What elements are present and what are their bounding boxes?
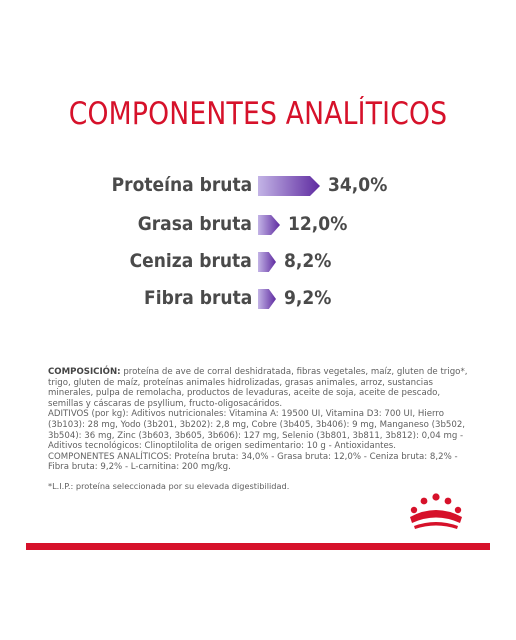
category-label: Proteína bruta (111, 174, 252, 196)
page-title: COMPONENTES ANALÍTICOS (68, 96, 448, 132)
category-label: Ceniza bruta (129, 250, 252, 272)
bar-shape (258, 176, 320, 196)
bar (258, 176, 320, 196)
category-label: Fibra bruta (143, 287, 252, 309)
footnote: *L.I.P.: proteína seleccionada por su elevada digestibilidad. (48, 481, 290, 491)
bar-shape (258, 289, 276, 309)
value-label: 12,0% (288, 213, 348, 235)
bar (258, 289, 276, 309)
analytics-text: COMPONENTES ANALÍTICOS: Proteína bruta: 34,0% - Grasa bruta: 12,0% - Ceniza bruta: 8,2% - Fibra bruta: 9,2% - L-carnitina: 200 mg/kg. (48, 451, 458, 473)
bar (258, 215, 280, 235)
chart-row (0, 213, 516, 239)
bar (258, 252, 276, 272)
composition-heading: COMPOSICIÓN: (48, 367, 121, 377)
additives-text: ADITIVOS (por kg): Aditivos nutricionales: Vitamina A: 19500 UI, Vitamina D3: 700 UI, Hierro (3b103): 28 mg, Yodo (3b201, 3b202): 2,8 mg, Cobre (3b405, 3b406): 9 mg, Manganeso (3b502, 3b504): 36 mg, Zinc (3b603, 3b605, 3b606): 127 mg, Selenio (3b801, 3b811, 3b812): 0,04 mg - Aditivos tecnológicos: Clinoptilolita de origen sedimentario: 10 g - Antioxidantes. (48, 409, 466, 452)
bar-shape (258, 252, 276, 272)
chart-row (0, 287, 516, 313)
value-label: 8,2% (284, 250, 332, 272)
composition-text: proteína de ave de corral deshidratada, fibras vegetales, maíz, gluten de trigo*, trigo, gluten de maíz, proteínas animales hidrolizadas, grasas animales, arroz, sustancias minerales, pulpa de remolacha, productos de levaduras, aceite de soja, aceite de pescado, semillas y cáscaras de psyllium, fructo-oligosacáridos. (48, 367, 468, 409)
value-label: 9,2% (284, 287, 332, 309)
chart-row (0, 174, 516, 200)
bar-shape (258, 215, 280, 235)
chart-row (0, 250, 516, 276)
value-label: 34,0% (328, 174, 388, 196)
composition-block (48, 367, 468, 473)
bottom-red-bar (26, 543, 490, 550)
composition-paragraph (48, 367, 468, 409)
category-label: Grasa bruta (137, 213, 252, 235)
royal-canin-crown-logo-icon (404, 493, 468, 531)
